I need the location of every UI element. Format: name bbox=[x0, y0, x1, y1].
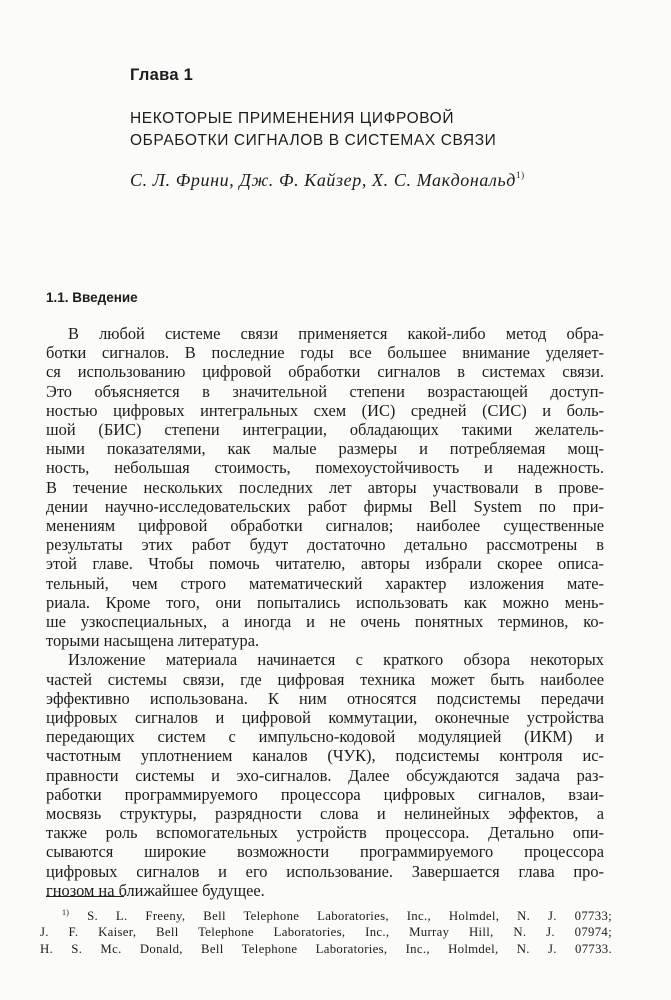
footnote-line: J. F. Kaiser, Bell Telephone Laboratories, Inc., Murray Hill, N. J. 07974; bbox=[40, 925, 612, 940]
text-line: торыми насыщена литература. bbox=[46, 631, 260, 651]
authors-names: С. Л. Фрини, Дж. Ф. Кайзер, Х. С. Макдональд bbox=[130, 170, 516, 190]
footnote-line bbox=[40, 905, 612, 924]
text-line: менениям цифровой обработки сигналов; наиболее существенные bbox=[46, 516, 604, 536]
text-line: тельный, чем строго математический характер изложения мате- bbox=[46, 573, 604, 593]
footnote-mark: 1) bbox=[62, 908, 70, 917]
text-line: мосвязь структуры, разрядности слова и нелинейных эффектов, а bbox=[46, 804, 604, 824]
text-line: ность, небольшая стоимость, помехоустойчивость и надежность. bbox=[46, 458, 604, 478]
text-line: В течение нескольких последних лет авторы участвовали в прове- bbox=[46, 477, 604, 497]
text-line: также роль вспомогательных устройств процессора. Детально опи- bbox=[46, 823, 604, 843]
text-line: ными показателями, как малые размеры и потребляемая мощ- bbox=[46, 439, 604, 459]
footnote-line: H. S. Mc. Donald, Bell Telephone Laboratories, Inc., Holmdel, N. J. 07733. bbox=[40, 941, 612, 956]
text-line: работки программируемого процессора цифровых сигналов, взаи- bbox=[46, 784, 604, 804]
text-line: частей системы связи, где цифровая техника может быть наиболее bbox=[46, 669, 604, 689]
text-line: Это объясняется в значительной степени возрастающей доступ- bbox=[46, 381, 604, 401]
text-line: эффективно использована. К ним относятся подсистемы передачи bbox=[46, 688, 604, 708]
text-line: этой главе. Чтобы помочь читателю, авторы избрали скорее описа- bbox=[46, 554, 604, 574]
text-line: частотным уплотнением каналов (ЧУК), подсистемы контроля ис- bbox=[46, 746, 604, 766]
text-line: шой (БИС) степени интеграции, обладающих такими желатель- bbox=[46, 420, 604, 440]
body-text bbox=[46, 324, 604, 900]
authors-footnote-mark: 1) bbox=[515, 170, 525, 180]
footnote-divider bbox=[46, 896, 124, 897]
text-line: В любой системе связи применяется какой-либо метод обра- bbox=[68, 324, 604, 343]
paragraph bbox=[46, 324, 604, 650]
text-line: ше узкоспециальных, а иногда и не очень понятных терминов, ко- bbox=[46, 612, 604, 632]
authors-line bbox=[130, 170, 525, 191]
text-line: цифровых сигналов и цифровой коммутации, оконечные устройства bbox=[46, 708, 604, 728]
text-line: передающих систем с импульсно-кодовой модуляцией (ИКМ) и bbox=[46, 727, 604, 747]
footnote bbox=[40, 905, 612, 957]
text-line: правности системы и эхо-сигналов. Далее обсуждаются задача раз- bbox=[46, 765, 604, 785]
text-line: ботки сигналов. В последние годы все большее внимание уделяет- bbox=[46, 343, 604, 363]
section-heading: 1.1. Введение bbox=[46, 290, 138, 305]
footnote-text: S. L. Freeny, Bell Telephone Laboratories, Inc., Holmdel, N. J. 07733; bbox=[87, 909, 613, 923]
chapter-title bbox=[130, 108, 610, 152]
text-line: результаты этих работ будут достаточно детально рассмотрены в bbox=[46, 535, 604, 555]
text-line: ностью цифровых интегральных схем (ИС) средней (СИС) и боль- bbox=[46, 400, 604, 420]
chapter-label: Глава 1 bbox=[130, 66, 194, 84]
chapter-title-line: НЕКОТОРЫЕ ПРИМЕНЕНИЯ ЦИФРОВОЙ bbox=[130, 110, 455, 127]
text-line: гнозом на ближайшее будущее. bbox=[46, 880, 265, 900]
text-line: цифровых сигналов и его использование. Завершается глава про- bbox=[46, 861, 604, 881]
text-line: сываются широкие возможности программируемого процессора bbox=[46, 842, 604, 862]
text-line: риала. Кроме того, они попытались использовать как можно мень- bbox=[46, 592, 604, 612]
text-line: дении научно-исследовательских работ фирмы Bell System по при- bbox=[46, 496, 604, 516]
text-line: Изложение материала начинается с краткого обзора некоторых bbox=[68, 650, 604, 670]
text-line: ся использованию цифровой обработки сигналов в системах связи. bbox=[46, 362, 604, 382]
paragraph bbox=[46, 650, 604, 900]
chapter-title-line: ОБРАБОТКИ СИГНАЛОВ В СИСТЕМАХ СВЯЗИ bbox=[130, 132, 497, 149]
